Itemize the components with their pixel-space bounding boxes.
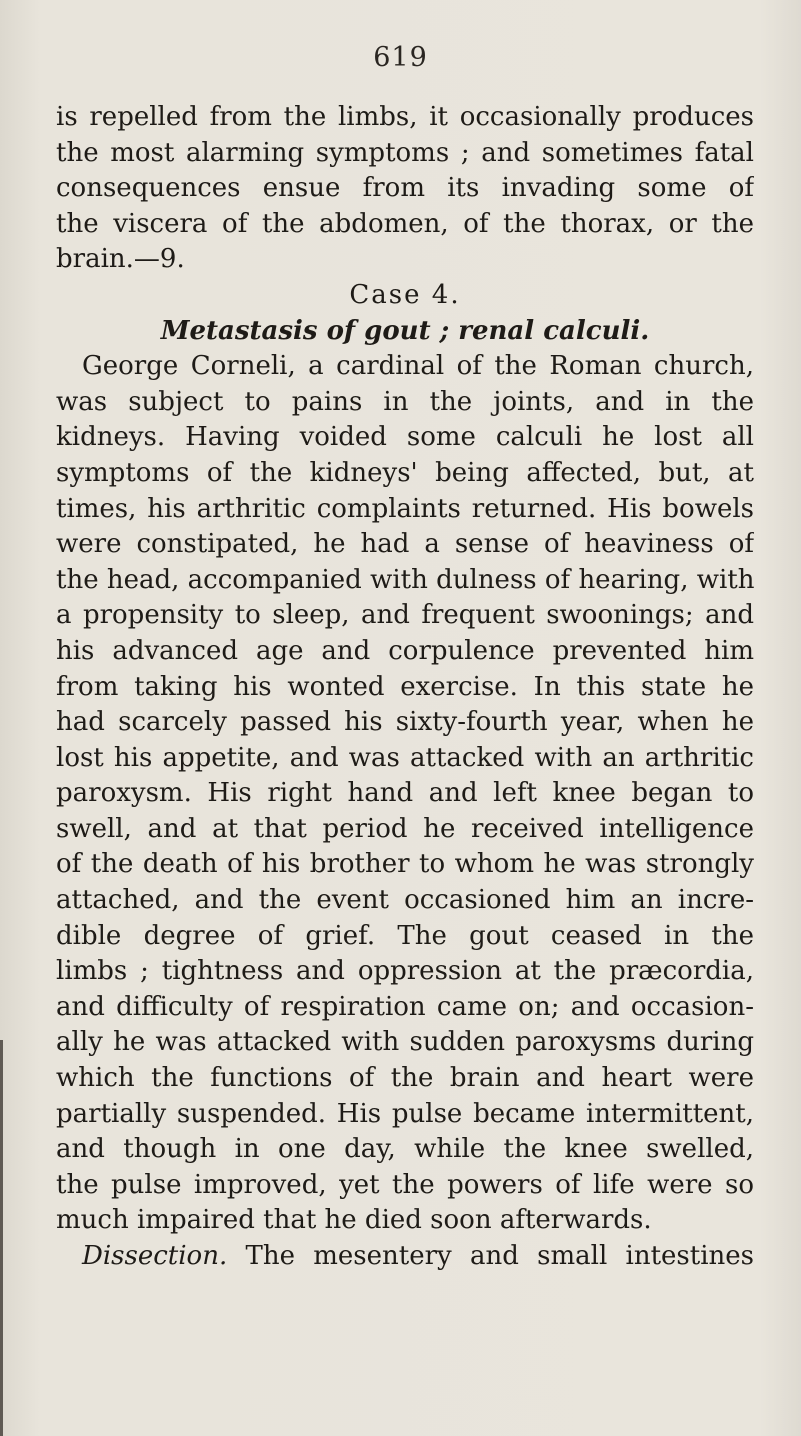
text-line: and difficulty of respiration came on; and occasion- bbox=[56, 991, 754, 1022]
text-line: the pulse improved, yet the powers of life were so bbox=[56, 1169, 754, 1200]
text-line: a propensity to sleep, and frequent swoonings; and bbox=[56, 600, 754, 631]
dissection-text: The mesentery and small intestines bbox=[245, 1241, 754, 1271]
body-text bbox=[56, 100, 754, 1275]
text-line: and though in one day, while the knee swelled, bbox=[56, 1134, 754, 1165]
text-line: kidneys. Having voided some calculi he lost all bbox=[56, 422, 754, 453]
case-title: Metastasis of gout ; renal calculi. bbox=[160, 315, 650, 346]
text-line: paroxysm. His right hand and left knee began to bbox=[56, 778, 754, 809]
text-line: partially suspended. His pulse became intermittent, bbox=[56, 1098, 754, 1129]
text-line: times, his arthritic complaints returned. His bowels bbox=[56, 493, 754, 524]
text-line: had scarcely passed his sixty-fourth year, when he bbox=[56, 707, 754, 738]
text-line: much impaired that he died soon afterwards. bbox=[56, 1205, 652, 1236]
dissection-label: Dissection. bbox=[82, 1241, 228, 1271]
dissection-line bbox=[56, 1239, 754, 1275]
page-edge-shadow bbox=[0, 1040, 3, 1436]
text-line: the most alarming symptoms ; and sometimes fatal bbox=[56, 137, 754, 168]
text-line: the viscera of the abdomen, of the thorax, or the bbox=[56, 208, 754, 239]
text-line: symptoms of the kidneys' being affected, but, at bbox=[56, 457, 754, 488]
text-line: limbs ; tightness and oppression at the præcordia, bbox=[56, 956, 754, 987]
text-line: of the death of his brother to whom he was strongly bbox=[56, 849, 754, 880]
page-number: 619 bbox=[373, 42, 428, 73]
text-line: his advanced age and corpulence prevented him bbox=[56, 635, 754, 666]
text-line: consequences ensue from its invading some of bbox=[56, 173, 754, 204]
text-line: swell, and at that period he received intelligence bbox=[56, 813, 754, 844]
text-line: attached, and the event occasioned him an incre- bbox=[56, 885, 754, 916]
text-line: the head, accompanied with dulness of hearing, with bbox=[56, 564, 754, 595]
text-line: which the functions of the brain and heart were bbox=[56, 1063, 754, 1094]
text-line: ally he was attacked with sudden paroxysms during bbox=[56, 1027, 754, 1058]
text-line: George Corneli, a cardinal of the Roman church, bbox=[82, 351, 754, 382]
text-line: from taking his wonted exercise. In this state he bbox=[56, 671, 754, 702]
text-line: lost his appetite, and was attacked with an arthritic bbox=[56, 742, 754, 773]
text-line: is repelled from the limbs, it occasionally produces bbox=[56, 102, 754, 132]
case-heading: Case 4. bbox=[349, 279, 461, 310]
text-line: were constipated, he had a sense of heaviness of bbox=[56, 529, 754, 560]
text-line: brain.—9. bbox=[56, 244, 185, 275]
text-line: was subject to pains in the joints, and in the bbox=[56, 386, 754, 417]
text-line: dible degree of grief. The gout ceased in the bbox=[56, 920, 754, 951]
